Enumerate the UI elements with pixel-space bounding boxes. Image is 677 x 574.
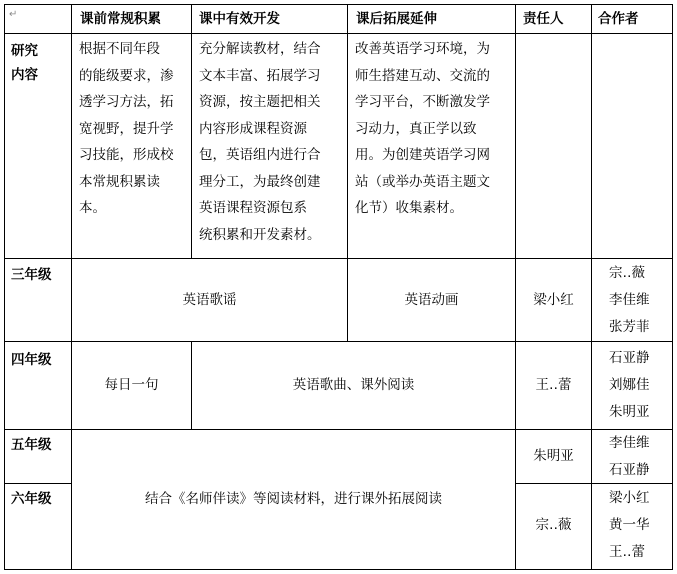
rule: [4, 483, 71, 484]
header-pre-class: 课前常规积累: [80, 11, 161, 27]
research-after-class: 改善英语学习环境，为 师生搭建互动、交流的 学习平台，不断激发学 习动力，真正学以致 用。为创建英语学习网 站（或举办英语主题文 化节）收集素材。: [355, 41, 490, 216]
grade5-owner: 朱明亚: [533, 448, 574, 464]
row-label-grade5: 五年级: [11, 437, 52, 453]
rule: [191, 4, 192, 259]
header-partners: 合作者: [598, 11, 639, 27]
grade3-partner: 宗‥薇: [609, 265, 646, 281]
grade4-partner: 石亚静: [609, 350, 650, 366]
grade4-partner: 刘娜佳: [609, 377, 650, 393]
grade4-pre-class: 每日一句: [104, 377, 159, 393]
grade3-partner: 张芳菲: [609, 319, 650, 335]
header-owner: 责任人: [523, 11, 564, 27]
row-label-grade6: 六年级: [11, 491, 52, 507]
corner-mark: ↵: [9, 9, 18, 20]
research-in-class: 充分解读教材，结合 文本丰富、拓展学习 资源，按主题把相关 内容形成课程资源 包，英语组内进行合 理分工，为最终创建 英语课程资源包系 统积累和开发素材。: [199, 41, 321, 243]
grade3-pre-in-class: 英语歌谣: [182, 292, 237, 308]
grade5-partner: 石亚静: [609, 462, 650, 478]
grade3-after-class: 英语动画: [404, 292, 459, 308]
grade6-partner: 黄一华: [609, 517, 650, 533]
row-label-grade4: 四年级: [11, 352, 52, 368]
grade6-partner: 梁小红: [609, 490, 650, 506]
rule: [4, 33, 673, 34]
research-pre-class: 根据不同年段 的能级要求，渗 透学习方法，拓 宽视野，提升学 习技能，形成校 本常规积累读 本。: [79, 41, 174, 216]
rule: [591, 4, 592, 570]
grade6-owner: 宗‥薇: [535, 517, 572, 533]
grade5-partner: 李佳维: [609, 435, 650, 451]
grade3-owner: 梁小红: [533, 292, 574, 308]
row-label-grade3: 三年级: [11, 267, 52, 283]
rule: [4, 569, 673, 570]
grade6-partner: 王‥蕾: [609, 544, 646, 560]
grade4-partner: 朱明亚: [609, 404, 650, 420]
rule: [672, 4, 673, 570]
rule: [4, 258, 673, 259]
grade4-in-after-class: 英语歌曲、课外阅读: [292, 377, 415, 393]
header-after-class: 课后拓展延伸: [356, 11, 437, 27]
rule: [4, 4, 673, 5]
grade5-6-content: 结合《名师伴读》等阅读材料，进行课外拓展阅读: [145, 491, 442, 507]
rule: [4, 4, 5, 570]
grade3-partner: 李佳维: [609, 292, 650, 308]
row-label-research: 内容: [11, 67, 38, 83]
grade4-owner: 王‥蕾: [535, 377, 572, 393]
row-label-research: 研究: [11, 43, 38, 59]
rule: [4, 341, 673, 342]
header-in-class: 课中有效开发: [199, 11, 280, 27]
rule: [4, 429, 673, 430]
